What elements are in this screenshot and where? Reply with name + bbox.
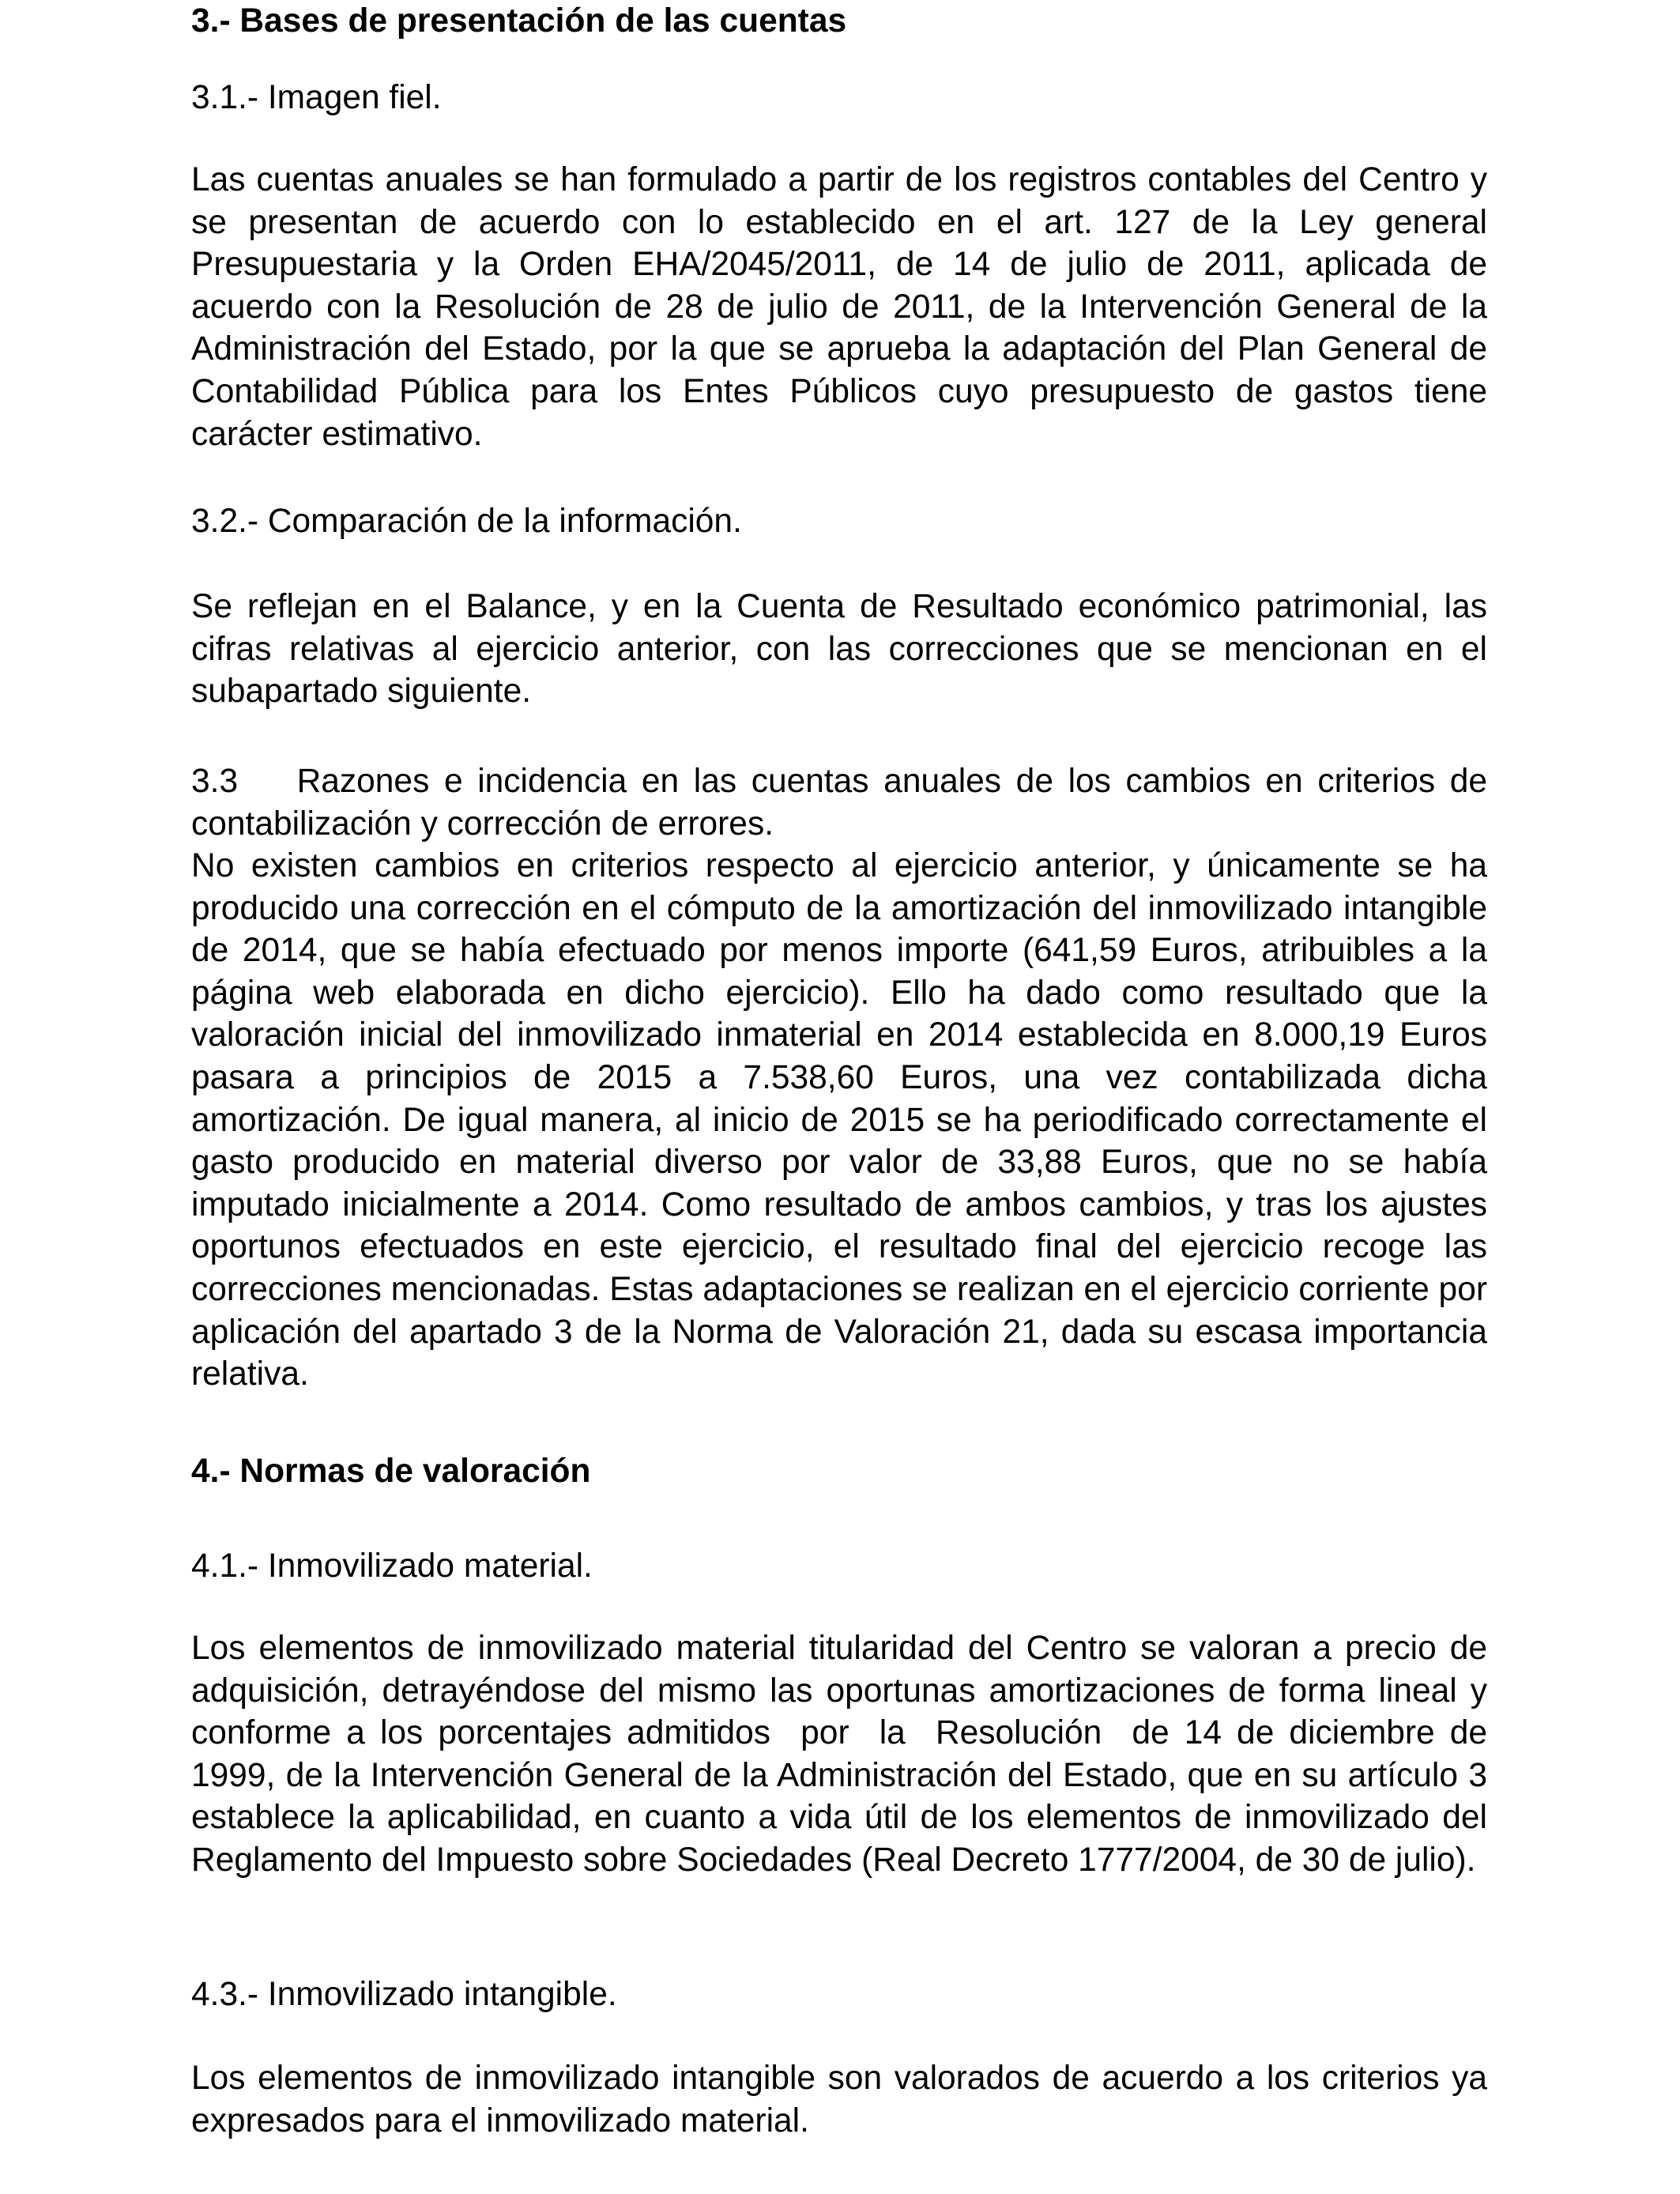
subsection-4-3-heading: 4.3.- Inmovilizado intangible. [191,1976,617,2013]
subsection-3-3-heading: 3.3 Razones e incidencia en las cuentas anuales de los cambios en criterios de contabilización y corrección de errores. [191,763,1497,843]
subsection-3-1-heading: 3.1.- Imagen fiel. [191,79,442,116]
subsection-4-1-heading: 4.1.- Inmovilizado material. [191,1547,593,1585]
subsection-3-2-paragraph: Se reflejan en el Balance, y en la Cuenta de Resultado económico patrimonial, las cifras relativas al ejercicio anterior, con las correcciones que se mencionan en el subapartado siguiente. [191,588,1487,711]
subsection-4-1-paragraph: Los elementos de inmovilizado material titularidad del Centro se valoran a precio de adquisición, detrayéndose del mismo las oportunas amortizaciones de forma lineal y conforme a los porcentajes admitidos por la Resolución de 14 de diciembre de 1999, de la Intervención General de la Administración del Estado, que en su artículo 3 establece la aplicabilidad, en cuanto a vida útil de los elementos de inmovilizado del Reglamento del Impuesto sobre Sociedades (Real Decreto 1777/2004, de 30 de julio). [191,1630,1497,1879]
subsection-3-2-heading: 3.2.- Comparación de la información. [191,503,742,540]
subsection-3-3-paragraph: No existen cambios en criterios respecto al ejercicio anterior, y únicamente se ha producido una corrección en el cómputo de la amortización del inmovilizado intangible de 2014, que se había efectuado por menos importe (641,59 Euros, atribuibles a la página web elaborada en dicho ejercicio). Ello ha dado como resultado que la valoración inicial del inmovilizado inmaterial en 2014 establecida en 8.000,19 Euros pasara a principios de 2015 a 7.538,60 Euros, una vez contabilizada dicha amortización. De igual manera, al inicio de 2015 se ha periodificado correctamente el gasto producido en material diverso por valor de 33,88 Euros, que no se había imputado inicialmente a 2014. Como resultado de ambos cambios, y tras los ajustes oportunos efectuados en este ejercicio, el resultado final del ejercicio recoge las correcciones mencionadas. Estas adaptaciones se realizan en el ejercicio corriente por aplicación del apartado 3 de la Norma de Valoración 21, dada su escasa importancia relativa. [191,847,1487,1393]
section-4-title: 4.- Normas de valoración [191,1453,591,1490]
section-3-title: 3.- Bases de presentación de las cuentas [191,2,847,40]
subsection-3-1-paragraph: Las cuentas anuales se han formulado a partir de los registros contables del Centro y se presentan de acuerdo con lo establecido en el art. 127 de la Ley general Presupuestaria y la Orden EHA/2045/2011, de 14 de julio de 2011, aplicada de acuerdo con la Resolución de 28 de julio de 2011, de la Intervención General de la Administración del Estado, por la que se aprueba la adaptación del Plan General de Contabilidad Pública para los Entes Públicos cuyo presupuesto de gastos tiene carácter estimativo. [191,161,1487,453]
subsection-4-3-paragraph: Los elementos de inmovilizado intangible son valorados de acuerdo a los criterios ya expresados para el inmovilizado material. [191,2060,1487,2139]
